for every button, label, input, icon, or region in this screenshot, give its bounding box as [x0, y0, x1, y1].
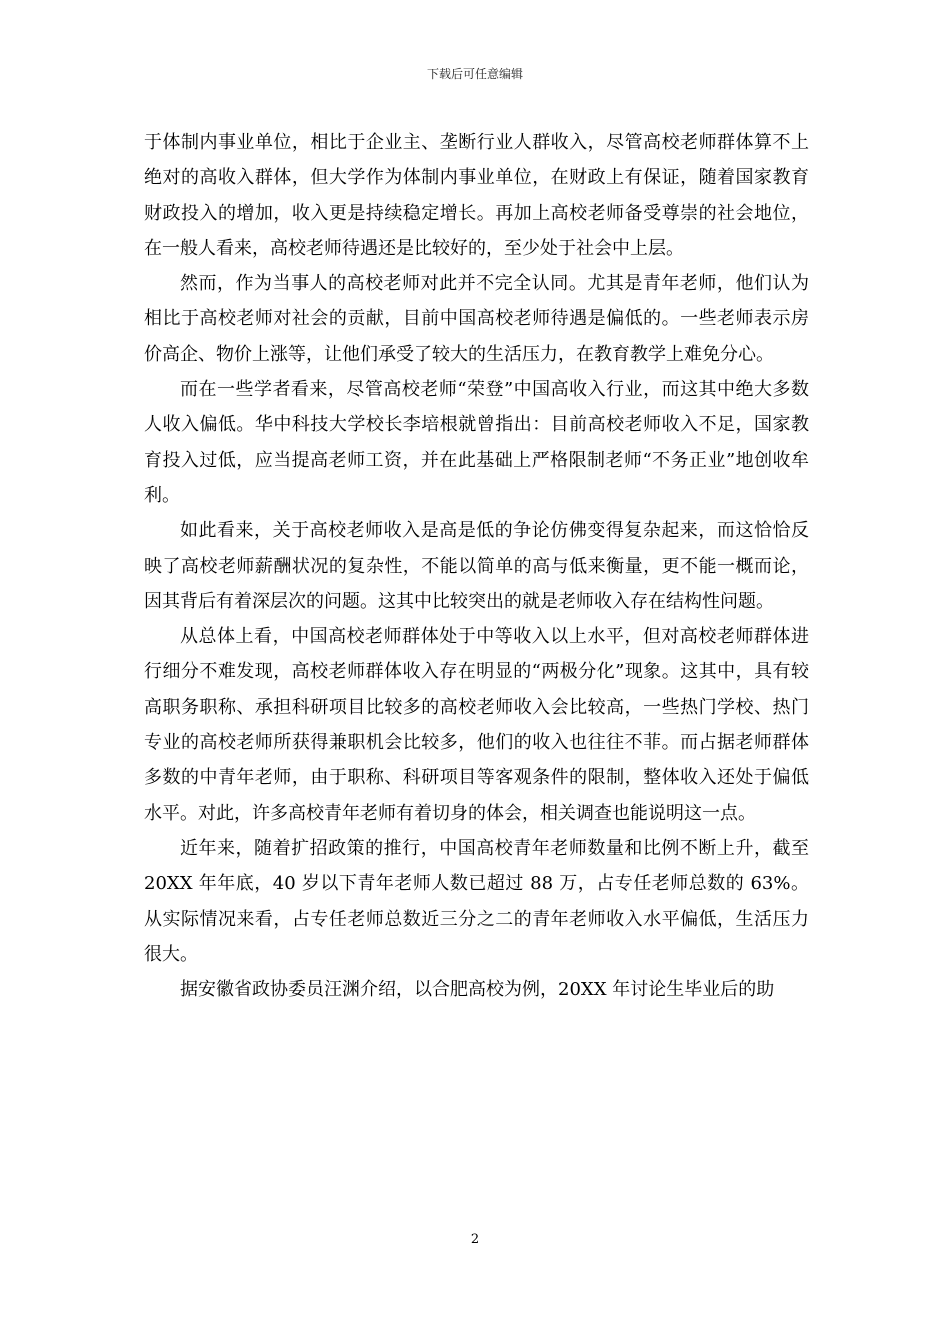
paragraph-3: 而在一些学者看来，尽管高校老师“荣登”中国高收入行业，而这其中绝大多数人收入偏低。华中科技大学校长李培根就曾指出：目前高校老师收入不足，国家教育投入过低，应当提高老师工资，并在此基础上严格限制老师“不务正业”地创收牟利。: [144, 379, 809, 506]
paragraph-2: 然而，作为当事人的高校老师对此并不完全认同。尤其是青年老师，他们认为相比于高校老师对社会的贡献，目前中国高校老师待遇是偏低的。一些老师表示房价高企、物价上涨等，让他们承受了较大的生活压力，在教育教学上难免分心。: [144, 273, 809, 365]
paragraph-1: 于体制内事业单位，相比于企业主、垄断行业人群收入，尽管高校老师群体算不上绝对的高收入群体，但大学作为体制内事业单位，在财政上有保证，随着国家教育财政投入的增加，收入更是持续稳定增长。再加上高校老师备受尊崇的社会地位，在一般人看来，高校老师待遇还是比较好的，至少处于社会中上层。: [144, 132, 809, 259]
page-header-note: 下载后可任意编辑: [426, 67, 523, 81]
paragraph-5: 从总体上看，中国高校老师群体处于中等收入以上水平，但对高校老师群体进行细分不难发现，高校老师群体收入存在明显的“两极分化”现象。这其中，具有较高职务职称、承担科研项目比较多的高校老师收入会比较高，一些热门学校、热门专业的高校老师所获得兼职机会比较多，他们的收入也往往不菲。而占据老师群体多数的中青年老师，由于职称、科研项目等客观条件的限制，整体收入还处于偏低水平。对此，许多高校青年老师有着切身的体会，相关调查也能说明这一点。: [144, 626, 809, 824]
paragraph-6: 近年来，随着扩招政策的推行，中国高校青年老师数量和比例不断上升，截至 20XX 年年底，40 岁以下青年老师人数已超过 88 万，占专任老师总数的 63%。从实际情况来看，占专任老师总数近三分之二的青年老师收入水平偏低，生活压力很大。: [144, 837, 809, 965]
paragraph-4: 如此看来，关于高校老师收入是高是低的争论仿佛变得复杂起来，而这恰恰反映了高校老师薪酬状况的复杂性，不能以简单的高与低来衡量，更不能一概而论，因其背后有着深层次的问题。这其中比较突出的就是老师收入存在结构性问题。: [144, 520, 809, 612]
page-number: 2: [470, 1232, 480, 1247]
paragraph-7: 据安徽省政协委员汪渊介绍，以合肥高校为例，20XX 年讨论生毕业后的助: [180, 979, 775, 1001]
document-body: [144, 125, 809, 1007]
